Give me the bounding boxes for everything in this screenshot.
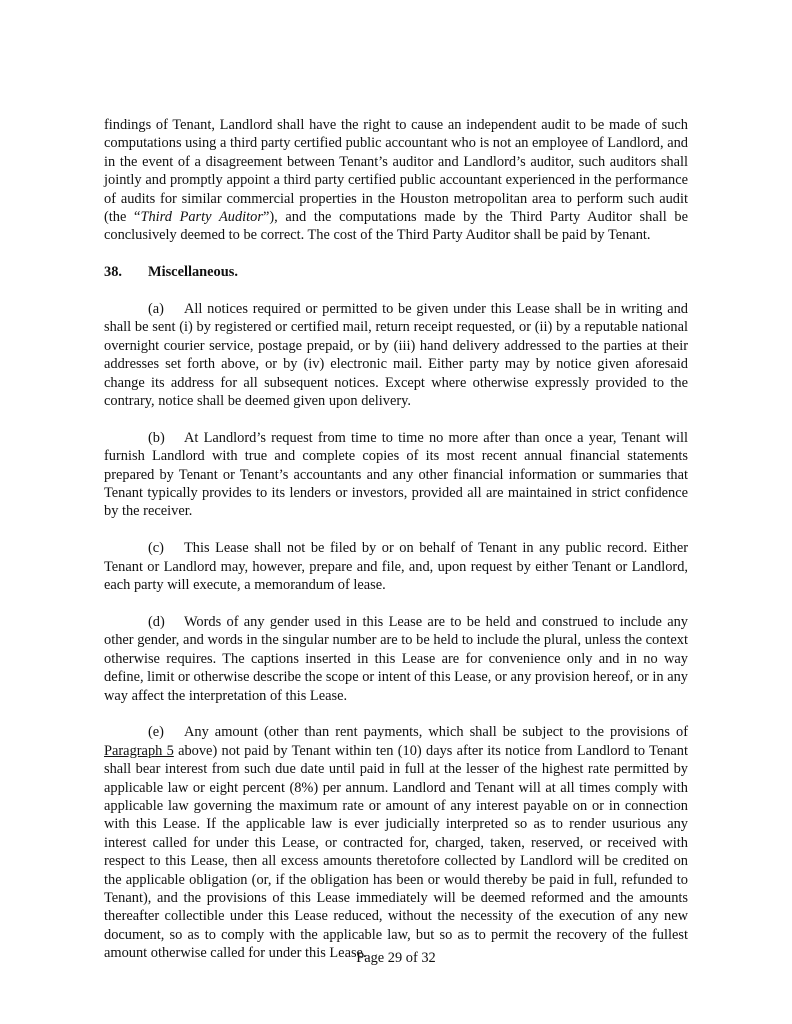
clause-text-after-ref: above) not paid by Tenant within ten (10) days after its notice from Landlord to Tenant shall bear interest from such due date until paid in full at the lesser of the highest rate permitted by applicable law or eight percent (8%) per annum. Landlord and Tenant will at all times comply with applicable law governing the maximum rate or amount of any interest payable on or in connection with this Lease. If the applicable law is ever judicially interpreted so as to render usurious any interest called for under this Lease, or contracted for, charged, taken, reserved, or received with respect to this Lease, then all excess amounts theretofore collected by Landlord will be credited on the applicable obligation (or, if the obligation has been or would thereby be paid in full, refunded to Tenant), and the provisions of this Lease immediately will be deemed reformed and the amounts thereafter collectible under this Lease reduced, without the necessity of the execution of any new document, so as to comply with the applicable law, but so as to permit the recovery of the fullest amount otherwise called for under this Lease.	[104, 742, 688, 962]
clause-label: (e)	[148, 724, 164, 741]
clause-text-before-ref: Any amount (other than rent payments, which shall be subject to the provisions of	[184, 724, 688, 741]
clause-text: This Lease shall not be filed by or on behalf of Tenant in any public record. Either Tenant or Landlord may, however, prepare and file, and, upon request by either Tenant or Landlord, each party will execute, a memorandum of lease.	[104, 540, 688, 594]
section-title: Miscellaneous.	[148, 264, 238, 281]
clause-text: All notices required or permitted to be given under this Lease shall be in writing and shall be sent (i) by registered or certified mail, return receipt requested, or (ii) by a reputable national overnight courier service, postage prepaid, or by (iii) hand delivery addressed to the parties at their addresses set forth above, or by (iv) electronic mail. Either party may by notice given aforesaid change its address for all subsequent notices. Except where otherwise expressly provided to the contrary, notice shall be deemed given upon delivery.	[104, 301, 688, 410]
defined-term-third-party-auditor: Third Party Auditor	[140, 209, 263, 226]
clause-label: (c)	[148, 540, 164, 557]
document-page	[104, 116, 688, 981]
page-footer	[0, 950, 792, 967]
intro-text-part1: findings of Tenant, Landlord shall have the right to cause an independent audit to be made of such computations using a third party certified public accountant who is not an employee of Landlord, and in the event of a disagreement between Tenant’s auditor and Landlord’s auditor, such auditors shall jointly and promptly appoint a third party certified public accountant experienced in the performance of audits for similar commercial properties in the Houston metropolitan area to perform such audit (the “	[104, 117, 688, 226]
intro-paragraph	[104, 116, 688, 245]
clause-label: (b)	[148, 429, 165, 446]
paragraph-reference: Paragraph 5	[104, 742, 174, 759]
clause-c	[104, 539, 688, 594]
clause-d	[104, 613, 688, 705]
clause-label: (d)	[148, 613, 165, 630]
clause-label: (a)	[148, 301, 164, 318]
intro-text-part2: ”), and the computations made by the Third Party Auditor shall be conclusively deemed to be correct. The cost of the Third Party Auditor shall be paid by Tenant.	[104, 209, 688, 244]
clause-text: At Landlord’s request from time to time no more after than once a year, Tenant will furnish Landlord with true and complete copies of its most recent annual financial statements prepared by Tenant or Tenant’s accountants and any other financial information or summaries that Tenant typically provides to its lenders or investors, provided all are maintained in strict confidence by the receiver.	[104, 429, 688, 520]
section-number: 38.	[104, 264, 122, 281]
section-heading	[104, 263, 688, 281]
clause-e	[104, 723, 688, 962]
clause-a	[104, 300, 688, 410]
clause-text: Words of any gender used in this Lease are to be held and construed to include any other gender, and words in the singular number are to be held to include the plural, unless the context otherwise requires. The captions inserted in this Lease are for convenience only and in no way define, limit or otherwise describe the scope or intent of this Lease, or any provision hereof, or in any way affect the interpretation of this Lease.	[104, 613, 688, 704]
clause-b	[104, 429, 688, 521]
page-number: Page 29 of 32	[356, 950, 436, 966]
